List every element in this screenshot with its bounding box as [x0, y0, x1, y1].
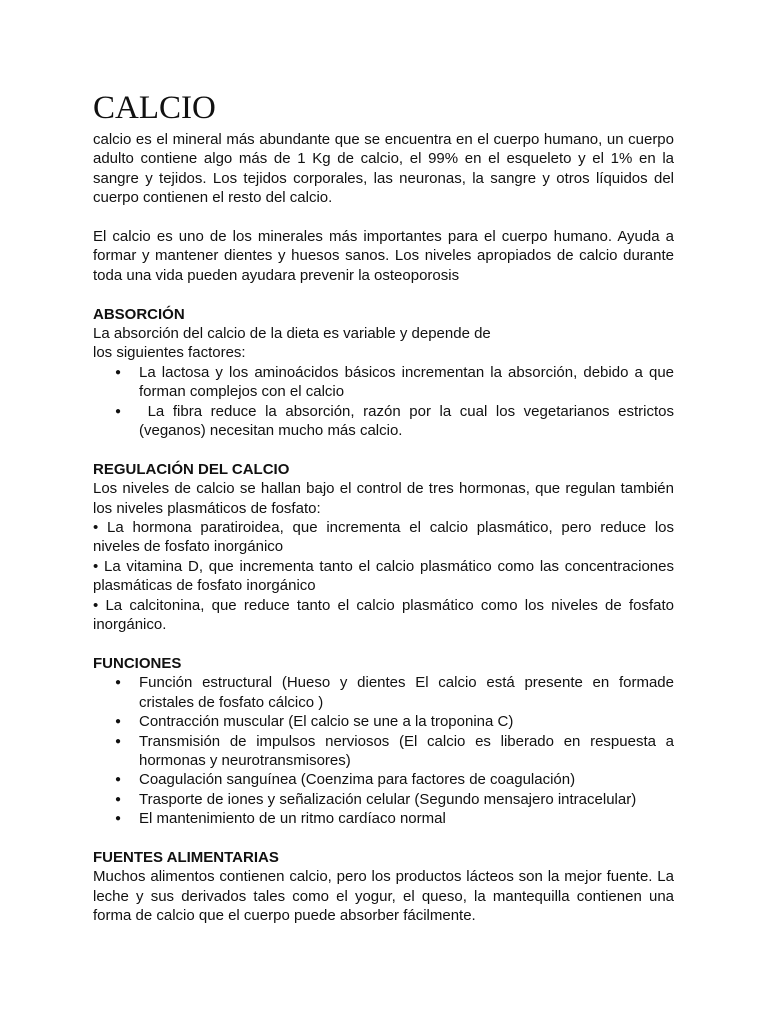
absorcion-line-2: los siguientes factores:: [93, 344, 246, 362]
regulacion-intro: Los niveles de calcio se hallan bajo el control de tres hormonas, que regulan también los niveles plasmáticos de fosfato:: [93, 480, 674, 517]
funciones-list: [93, 673, 674, 828]
section-heading-fuentes: FUENTES ALIMENTARIAS: [93, 848, 279, 866]
list-item: ● Coagulación sanguínea (Coenzima para factores de coagulación): [139, 770, 674, 789]
list-item: ● La fibra reduce la absorción, razón por la cual los vegetarianos estrictos (veganos) necesitan mucho más calcio.: [139, 402, 674, 441]
list-item: ● El mantenimiento de un ritmo cardíaco normal: [139, 809, 674, 828]
fuentes-paragraph: Muchos alimentos contienen calcio, pero los productos lácteos son la mejor fuente. La leche y sus derivados tales como el yogur, el queso, la mantequilla contienen una forma de calcio que el cuerpo puede absorber fácilmente.: [93, 868, 674, 925]
regulacion-point: • La hormona paratiroidea, que incrementa el calcio plasmático, pero reduce los niveles de fosfato inorgánico: [93, 519, 674, 556]
spacer: [93, 829, 674, 848]
spacer: [93, 208, 674, 227]
section-funciones: [93, 654, 674, 829]
absorcion-line-1: La absorción del calcio de la dieta es variable y depende de: [93, 325, 491, 343]
section-heading-regulacion: REGULACIÓN DEL CALCIO: [93, 460, 290, 478]
section-heading-absorcion: ABSORCIÓN: [93, 305, 185, 323]
section-fuentes: [93, 848, 674, 926]
page-title: CALCIO: [93, 90, 216, 126]
regulacion-point: • La vitamina D, que incrementa tanto el calcio plasmático como las concentraciones plasmáticas de fosfato inorgánico: [93, 557, 674, 595]
intro-paragraph-1: calcio es el mineral más abundante que se encuentra en el cuerpo humano, un cuerpo adulto contiene algo más de 1 Kg de calcio, el 99% en el esqueleto y el 1% en la sangre y tejidos. Los tejidos corporales, las neuronas, la sangre y otros líquidos del cuerpo contienen el resto del calcio.: [93, 131, 674, 207]
list-item: ● Transmisión de impulsos nerviosos (El calcio es liberado en respuesta a hormonas y neurotransmisores): [139, 732, 674, 771]
section-absorcion: [93, 305, 679, 441]
list-item: ● Función estructural (Hueso y dientes El calcio está presente en formade cristales de fosfato cálcico ): [139, 673, 674, 712]
list-item: ● Trasporte de iones y señalización celular (Segundo mensajero intracelular): [139, 790, 674, 809]
spacer: [93, 440, 674, 459]
section-heading-funciones: FUNCIONES: [93, 654, 182, 672]
spacer: [93, 285, 674, 304]
list-item: ● Contracción muscular (El calcio se une a la troponina C): [139, 712, 674, 731]
intro-paragraph-2: El calcio es uno de los minerales más importantes para el cuerpo humano. Ayuda a formar y mantener dientes y huesos sanos. Los niveles apropiados de calcio durante toda una vida pueden ayudara prevenir la osteoporosis: [93, 228, 674, 284]
section-regulacion: [93, 460, 674, 635]
absorcion-list: [93, 363, 679, 441]
list-item: ● La lactosa y los aminoácidos básicos incrementan la absorción, debido a que forman complejos con el calcio: [139, 363, 674, 402]
regulacion-point: • La calcitonina, que reduce tanto el calcio plasmático como los niveles de fosfato inorgánico.: [93, 596, 674, 634]
spacer: [93, 635, 674, 654]
